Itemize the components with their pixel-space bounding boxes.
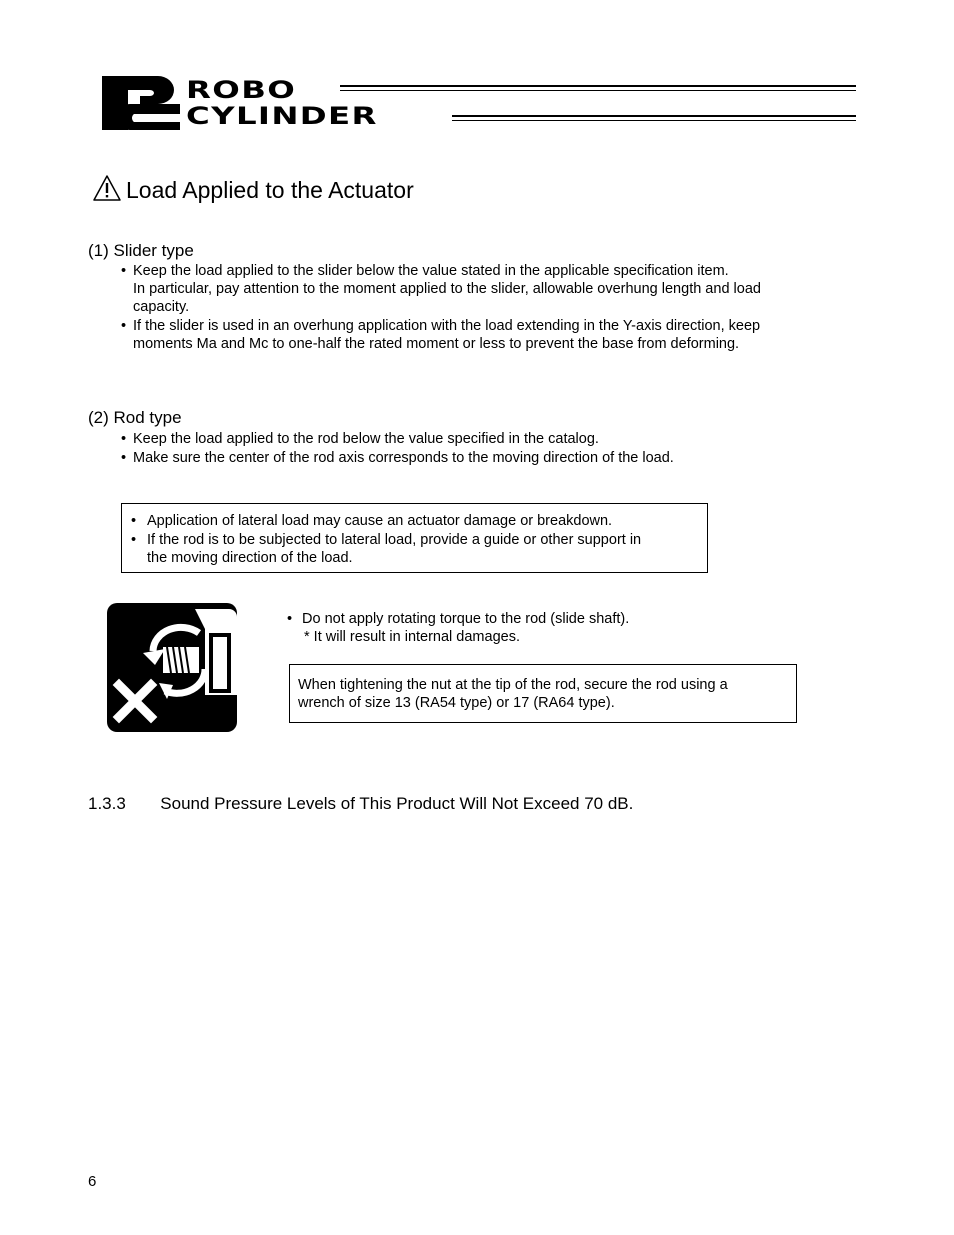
slider-bullet-1-line-2: In particular, pay attention to the moment applied to the slider, allowable overhung length and load: [133, 281, 761, 298]
rod-type-heading: (2) Rod type: [88, 408, 182, 427]
bullet-dot: •: [121, 263, 127, 279]
rod-bullet-2-text: Make sure the center of the rod axis corresponds to the moving direction of the load.: [133, 450, 674, 466]
slider-bullet-1-line-1: Keep the load applied to the slider below the value stated in the applicable specification item.: [133, 263, 729, 279]
tightening-note-text: [298, 676, 728, 712]
bullet-dot: •: [287, 611, 293, 627]
lateral-bullet-1: [131, 512, 613, 530]
lateral-bullet-2-line-1: If the rod is to be subjected to lateral load, provide a guide or other support in: [147, 532, 642, 548]
logo-word-robo: ROBO: [186, 76, 297, 104]
slider-type-heading: (1) Slider type: [88, 241, 194, 260]
torque-bullet-text: Do not apply rotating torque to the rod (slide shaft).: [302, 611, 630, 627]
rc-logo-icon: [100, 74, 184, 132]
slider-bullet-2-line-2: moments Ma and Mc to one-half the rated moment or less to prevent the base from deforming.: [133, 336, 740, 353]
bullet-dot: •: [121, 318, 127, 334]
bullet-dot: •: [131, 532, 137, 548]
tightening-note-line-1: When tightening the nut at the tip of the rod, secure the rod using a: [298, 677, 728, 693]
rod-bullet-1: [121, 430, 599, 448]
torque-note: * It will result in internal damages.: [304, 629, 520, 645]
section-1-3-3-heading: [88, 794, 633, 814]
section-number: 1.3.3: [88, 794, 126, 813]
slider-bullet-1: [121, 262, 761, 317]
lateral-load-caution-box: [121, 503, 708, 573]
torque-bullet: [287, 610, 630, 628]
page-title: [92, 174, 414, 204]
slider-bullet-1-line-3: capacity.: [133, 299, 190, 316]
robo-cylinder-logo: [100, 74, 445, 132]
warning-triangle-icon: [92, 174, 122, 202]
rod-bullet-2: [121, 449, 674, 467]
slider-bullet-2-line-1: If the slider is used in an overhung application with the load extending in the Y-axis direction, keep: [133, 318, 761, 334]
tightening-note-line-2: wrench of size 13 (RA54 type) or 17 (RA64 type).: [298, 695, 615, 712]
no-rotating-torque-icon: [107, 603, 237, 732]
page-title-text: Load Applied to the Actuator: [126, 177, 414, 203]
header-rule-bottom-1: [452, 115, 856, 117]
section-title: Sound Pressure Levels of This Product Will Not Exceed 70 dB.: [160, 794, 634, 813]
header-rule-top-1: [340, 85, 856, 87]
bullet-dot: •: [121, 431, 127, 447]
tightening-note-box: [289, 664, 797, 723]
bullet-dot: •: [131, 513, 137, 529]
page-number: 6: [88, 1173, 97, 1190]
bullet-dot: •: [121, 450, 127, 466]
header-rule-bottom-2: [452, 120, 856, 121]
slider-bullet-2: [121, 317, 761, 353]
lateral-bullet-2: [131, 531, 642, 567]
lateral-bullet-1-text: Application of lateral load may cause an actuator damage or breakdown.: [147, 513, 613, 529]
lateral-bullet-2-line-2: the moving direction of the load.: [147, 550, 353, 567]
header-rule-top-2: [340, 90, 856, 91]
rod-bullet-1-text: Keep the load applied to the rod below the value specified in the catalog.: [133, 431, 599, 447]
logo-word-cylinder: CYLINDER: [186, 102, 378, 130]
